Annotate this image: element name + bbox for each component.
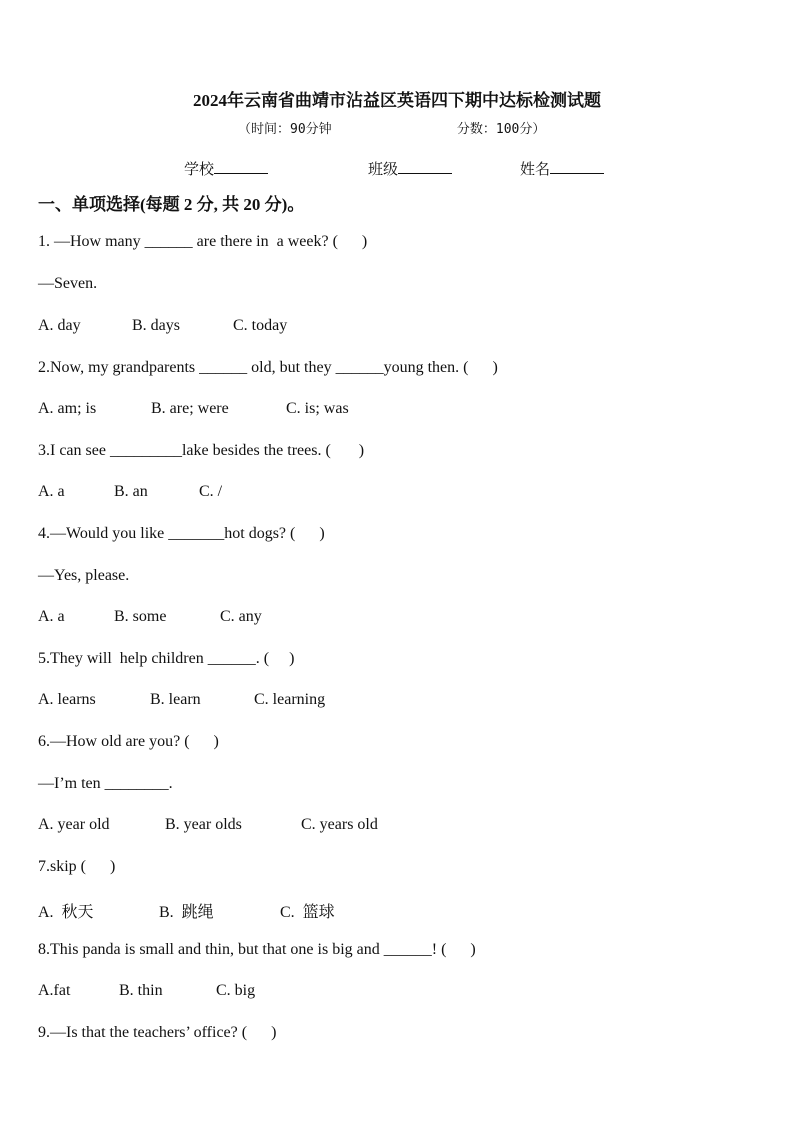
option-c[interactable]: C. /	[199, 483, 223, 500]
school-field[interactable]	[184, 158, 268, 179]
name-field[interactable]	[520, 158, 604, 179]
option-b[interactable]: B. days	[132, 317, 180, 334]
option-a[interactable]: A.fat	[38, 982, 71, 999]
school-blank[interactable]	[214, 159, 268, 174]
name-blank[interactable]	[550, 159, 604, 174]
option-a[interactable]: A. a	[38, 608, 65, 625]
school-label: 学校	[184, 162, 215, 178]
question-1-dialogue: —Seven.	[38, 275, 98, 292]
option-c[interactable]: C. years old	[301, 816, 378, 833]
question-9-stem: 9.—Is that the teachers’ office? ( )	[38, 1024, 277, 1041]
class-blank[interactable]	[398, 159, 452, 174]
question-4-stem: 4.—Would you like _______hot dogs? ( )	[38, 525, 325, 542]
question-6-dialogue: —I’m ten ________.	[38, 775, 173, 792]
exam-time-score: （时间：90分钟 分数：100分）	[238, 122, 546, 137]
option-c[interactable]: C. today	[233, 317, 288, 334]
option-a[interactable]: A. learns	[38, 691, 96, 708]
option-b[interactable]: B. are; were	[151, 400, 229, 417]
question-7-stem: 7.skip ( )	[38, 858, 116, 875]
question-2-stem: 2.Now, my grandparents ______ old, but they ______young then. ( )	[38, 359, 498, 376]
option-a[interactable]: A. year old	[38, 816, 110, 833]
option-a[interactable]: A. 秋天	[38, 904, 94, 921]
option-b[interactable]: B. 跳绳	[159, 904, 214, 921]
class-label: 班级	[368, 162, 399, 178]
option-b[interactable]: B. year olds	[165, 816, 242, 833]
section-heading: 一、单项选择(每题 2 分, 共 20 分)。	[38, 195, 305, 214]
class-field[interactable]	[368, 158, 452, 179]
option-a[interactable]: A. am; is	[38, 400, 97, 417]
question-8-stem: 8.This panda is small and thin, but that one is big and ______! ( )	[38, 941, 476, 958]
question-3-stem: 3.I can see _________lake besides the trees. ( )	[38, 442, 365, 459]
name-label: 姓名	[520, 162, 551, 178]
page-title: 2024年云南省曲靖市沾益区英语四下期中达标检测试题	[193, 91, 601, 110]
option-c[interactable]: C. big	[216, 982, 256, 999]
question-4-dialogue: —Yes, please.	[38, 567, 130, 584]
question-6-stem: 6.—How old are you? ( )	[38, 733, 219, 750]
option-b[interactable]: B. learn	[150, 691, 201, 708]
option-c[interactable]: C. learning	[254, 691, 326, 708]
option-b[interactable]: B. some	[114, 608, 167, 625]
option-c[interactable]: C. is; was	[286, 400, 349, 417]
question-1-stem: 1. —How many ______ are there in a week? ( )	[38, 233, 368, 250]
question-5-stem: 5.They will help children ______. ( )	[38, 650, 295, 667]
option-a[interactable]: A. a	[38, 483, 65, 500]
option-b[interactable]: B. an	[114, 483, 148, 500]
option-c[interactable]: C. 篮球	[280, 904, 335, 921]
option-a[interactable]: A. day	[38, 317, 81, 334]
option-c[interactable]: C. any	[220, 608, 262, 625]
option-b[interactable]: B. thin	[119, 982, 163, 999]
